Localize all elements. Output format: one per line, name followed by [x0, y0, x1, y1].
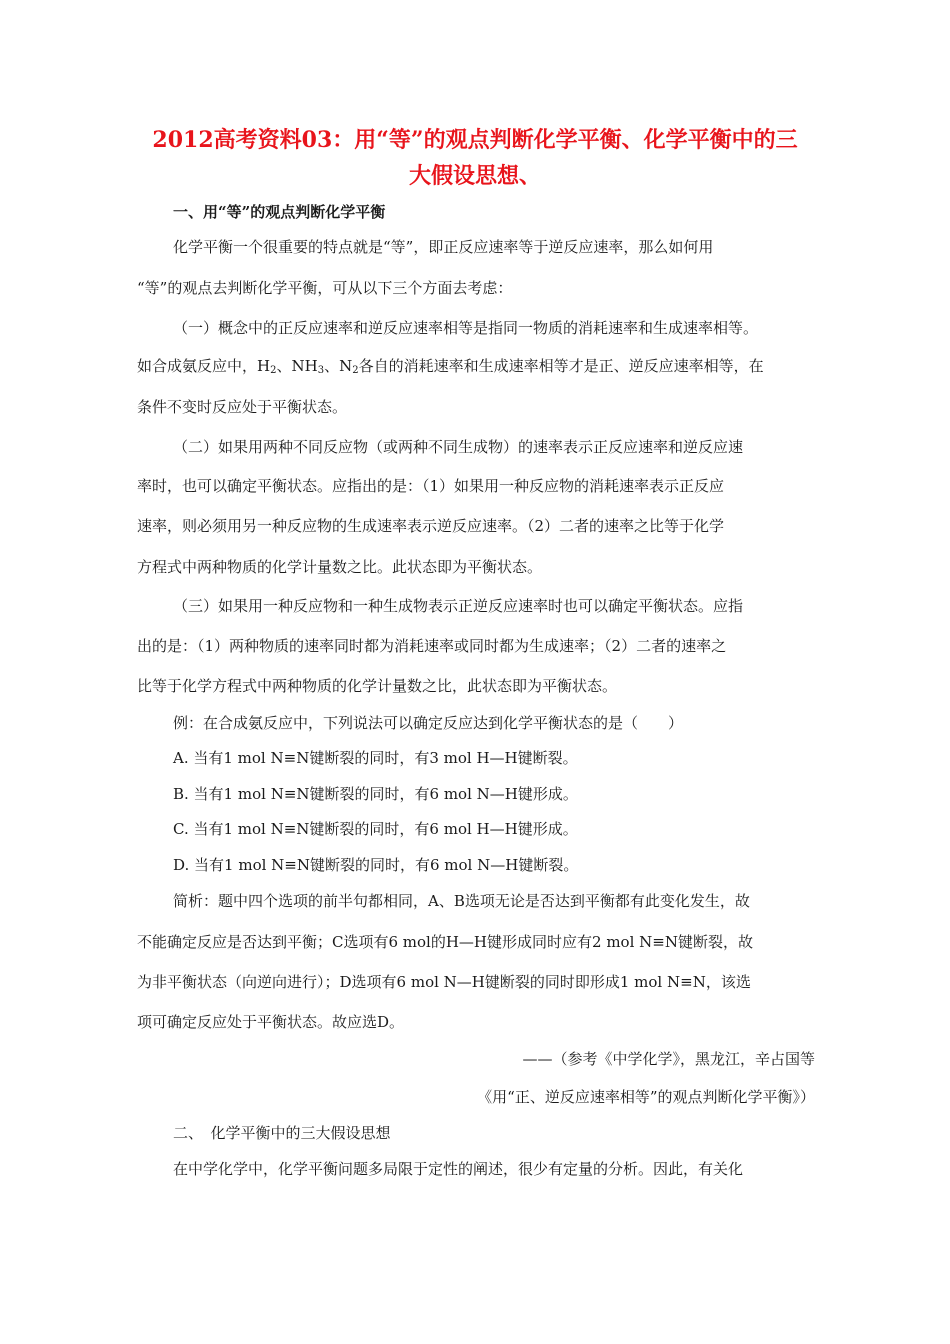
reference-line2: 《用“正、逆反应速率相等”的观点判断化学平衡》）	[477, 1088, 815, 1106]
section2-heading: 二、 化学平衡中的三大假设思想	[173, 1124, 391, 1142]
point1-line3: 条件不变时反应处于平衡状态。	[137, 398, 348, 416]
point3-line2: 出的是：（1）两种物质的速率同时都为消耗速率或同时都为生成速率；（2）二者的速率之	[137, 637, 727, 655]
point3-line1: （三）如果用一种反应物和一种生成物表示正逆反应速率时也可以确定平衡状态。应指	[173, 597, 744, 615]
point2-line3: 速率，则必须用另一种反应物的生成速率表示逆反应速率。（2）二者的速率之比等于化学	[137, 517, 725, 535]
point2-line4: 方程式中两种物质的化学计量数之比。此状态即为平衡状态。	[137, 558, 543, 576]
point1-line2: 如合成氨反应中，$H_2$、$NH_3$、$N_2$各自的消耗速率和生成速率相等才是正、逆反应速率相等，在	[137, 357, 764, 376]
section1-intro-line1: 化学平衡一个很重要的特点就是“等”，即正反应速率等于逆反应速率，那么如何用	[173, 238, 714, 256]
analysis-line1: 简析：题中四个选项的前半句都相同，A、B选项无论是否达到平衡都有此变化发生，故	[173, 892, 750, 910]
point3-line3: 比等于化学方程式中两种物质的化学计量数之比，此状态即为平衡状态。	[137, 677, 618, 695]
section2-intro: 在中学化学中，化学平衡问题多局限于定性的阐述，很少有定量的分析。因此，有关化	[173, 1160, 744, 1178]
example-option-b: B. 当有1 mol N≡N键断裂的同时，有6 mol N—H键形成。	[173, 785, 578, 803]
example-question: 例：在合成氨反应中，下列说法可以确定反应达到化学平衡状态的是（ ）	[173, 714, 684, 732]
point2-line1: （二）如果用两种不同反应物（或两种不同生成物）的速率表示正反应速率和逆反应速	[173, 438, 744, 456]
point1-line1: （一）概念中的正反应速率和逆反应速率相等是指同一物质的消耗速率和生成速率相等。	[173, 319, 759, 337]
analysis-line2: 不能确定反应是否达到平衡；C选项有6 mol的H—H键形成同时应有2 mol N≡N键断裂，故	[137, 933, 753, 951]
analysis-line4: 项可确定反应处于平衡状态。故应选D。	[137, 1013, 405, 1031]
section1-heading: 一、用“等”的观点判断化学平衡	[173, 203, 386, 221]
section1-intro-line2: “等”的观点去判断化学平衡，可从以下三个方面去考虑：	[137, 279, 513, 297]
document-title-line1: 2012高考资料03：用“等”的观点判断化学平衡、化学平衡中的三	[152, 127, 798, 153]
point2-line2: 率时，也可以确定平衡状态。应指出的是：（1）如果用一种反应物的消耗速率表示正反应	[137, 477, 725, 495]
example-option-a: A. 当有1 mol N≡N键断裂的同时，有3 mol H—H键断裂。	[173, 749, 578, 767]
example-option-d: D. 当有1 mol N≡N键断裂的同时，有6 mol N—H键断裂。	[173, 856, 579, 874]
analysis-line3: 为非平衡状态（向逆向进行）；D选项有6 mol N—H键断裂的同时即形成1 mol N≡N，该选	[137, 973, 751, 991]
reference-line1: ——（参考《中学化学》，黑龙江，辛占国等	[522, 1050, 815, 1068]
example-option-c: C. 当有1 mol N≡N键断裂的同时，有6 mol H—H键形成。	[173, 820, 578, 838]
document-title-line2: 大假设思想、	[408, 163, 541, 189]
